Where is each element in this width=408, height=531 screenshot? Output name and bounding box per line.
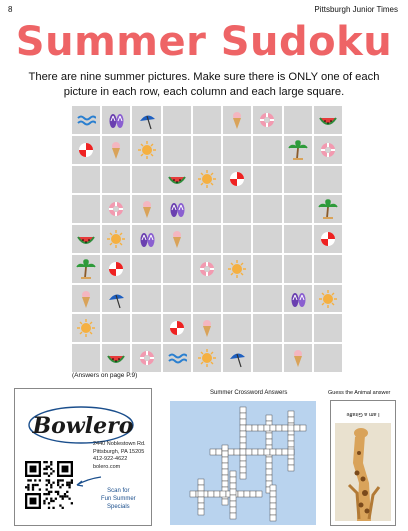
icecream-icon <box>106 140 126 160</box>
sudoku-cell[interactable] <box>193 225 221 253</box>
icecream-icon <box>76 289 96 309</box>
sun-icon <box>197 169 217 189</box>
sudoku-cell[interactable] <box>223 166 251 194</box>
sudoku-cell[interactable] <box>193 255 221 283</box>
ring-icon <box>106 199 126 219</box>
sudoku-cell[interactable] <box>193 285 221 313</box>
page-title: Summer Sudoku <box>15 19 393 65</box>
sudoku-cell[interactable] <box>284 225 312 253</box>
sudoku-cell[interactable] <box>102 344 130 372</box>
answers-note: (Answers on page P.9) <box>72 372 138 379</box>
sudoku-cell[interactable] <box>163 255 191 283</box>
sudoku-cell[interactable] <box>102 314 130 342</box>
palm-icon <box>288 140 308 160</box>
sudoku-cell[interactable] <box>163 195 191 223</box>
watermelon-icon <box>76 229 96 249</box>
sudoku-cell[interactable] <box>102 285 130 313</box>
icecream-icon <box>288 348 308 368</box>
ring-icon <box>197 259 217 279</box>
sudoku-cell[interactable] <box>132 314 160 342</box>
qr-code-icon[interactable] <box>25 461 73 509</box>
sudoku-cell[interactable] <box>102 255 130 283</box>
sun-icon <box>76 318 96 338</box>
sudoku-cell[interactable] <box>132 255 160 283</box>
sudoku-cell[interactable] <box>132 106 160 134</box>
ring-icon <box>137 348 157 368</box>
sudoku-cell[interactable] <box>314 166 342 194</box>
umbrella-icon <box>227 348 247 368</box>
instructions-text: There are nine summer pictures. Make sure there is ONLY one of each picture in each row, each column and each large square. <box>28 71 380 98</box>
cta-line-2: Fun Summer <box>101 496 136 502</box>
sudoku-cell[interactable] <box>72 166 100 194</box>
icecream-icon <box>227 110 247 130</box>
flipflops-icon <box>288 289 308 309</box>
sudoku-cell[interactable] <box>314 106 342 134</box>
sudoku-cell[interactable] <box>72 285 100 313</box>
sudoku-cell[interactable] <box>284 314 312 342</box>
sudoku-cell[interactable] <box>314 195 342 223</box>
sudoku-cell[interactable] <box>72 314 100 342</box>
sudoku-cell[interactable] <box>253 255 281 283</box>
crossword-grid-image <box>170 401 316 525</box>
sun-icon <box>227 259 247 279</box>
scan-cta <box>101 487 136 511</box>
sun-icon <box>106 229 126 249</box>
crossword-title: Summer Crossword Answers <box>210 390 288 396</box>
sudoku-cell[interactable] <box>193 314 221 342</box>
sudoku-cell[interactable] <box>253 195 281 223</box>
sudoku-cell[interactable] <box>163 106 191 134</box>
bowlero-address <box>93 441 146 471</box>
sudoku-cell[interactable] <box>284 195 312 223</box>
sudoku-cell[interactable] <box>163 344 191 372</box>
page-number: 8 <box>8 5 13 14</box>
sudoku-cell[interactable] <box>314 225 342 253</box>
palm-icon <box>76 259 96 279</box>
ring-icon <box>257 110 277 130</box>
sudoku-cell[interactable] <box>223 225 251 253</box>
sudoku-grid <box>72 106 342 372</box>
waves-icon <box>76 110 96 130</box>
sudoku-cell[interactable] <box>223 344 251 372</box>
sudoku-cell[interactable] <box>223 255 251 283</box>
sudoku-cell[interactable] <box>314 255 342 283</box>
giraffe-image <box>335 423 391 521</box>
sudoku-cell[interactable] <box>163 285 191 313</box>
umbrella-icon <box>106 289 126 309</box>
sudoku-cell[interactable] <box>223 314 251 342</box>
umbrella-icon <box>137 110 157 130</box>
animal-answer <box>330 400 396 526</box>
sudoku-cell[interactable] <box>132 225 160 253</box>
website[interactable]: bolero.com <box>93 463 121 470</box>
sudoku-cell[interactable] <box>72 136 100 164</box>
sudoku-cell[interactable] <box>72 195 100 223</box>
ball-icon <box>167 318 187 338</box>
ball-icon <box>76 140 96 160</box>
sudoku-cell[interactable] <box>163 166 191 194</box>
sudoku-cell[interactable] <box>284 136 312 164</box>
sudoku-cell[interactable] <box>193 106 221 134</box>
address-line-1: 2440 Noblestown Rd. <box>93 441 146 447</box>
sudoku-cell[interactable] <box>284 106 312 134</box>
sudoku-cell[interactable] <box>132 344 160 372</box>
watermelon-icon <box>318 110 338 130</box>
animal-title: Guess the Animal answer <box>328 390 391 396</box>
ring-icon <box>318 140 338 160</box>
flipflops-icon <box>167 199 187 219</box>
ball-icon <box>106 259 126 279</box>
sudoku-cell[interactable] <box>223 195 251 223</box>
sudoku-cell[interactable] <box>163 314 191 342</box>
sudoku-cell[interactable] <box>253 136 281 164</box>
sudoku-cell[interactable] <box>163 136 191 164</box>
sudoku-cell[interactable] <box>132 285 160 313</box>
ball-icon <box>227 169 247 189</box>
sudoku-cell[interactable] <box>72 106 100 134</box>
icecream-icon <box>167 229 187 249</box>
animal-caption: I am a Giraffe <box>346 411 380 417</box>
sudoku-cell[interactable] <box>223 285 251 313</box>
waves-icon <box>167 348 187 368</box>
sudoku-cell[interactable] <box>132 166 160 194</box>
sudoku-cell[interactable] <box>253 225 281 253</box>
cta-line-3: Specials <box>107 504 130 510</box>
sudoku-cell[interactable] <box>284 285 312 313</box>
sudoku-cell[interactable] <box>72 344 100 372</box>
sudoku-cell[interactable] <box>193 166 221 194</box>
sudoku-cell[interactable] <box>102 106 130 134</box>
sudoku-cell[interactable] <box>102 136 130 164</box>
icecream-icon <box>137 199 157 219</box>
sudoku-cell[interactable] <box>314 285 342 313</box>
sun-icon <box>197 348 217 368</box>
sudoku-cell[interactable] <box>193 344 221 372</box>
sudoku-cell[interactable] <box>72 225 100 253</box>
flipflops-icon <box>137 229 157 249</box>
sudoku-cell[interactable] <box>314 136 342 164</box>
arrow-icon <box>73 475 103 489</box>
sun-icon <box>137 140 157 160</box>
sudoku-cell[interactable] <box>253 285 281 313</box>
sudoku-cell[interactable] <box>132 195 160 223</box>
sudoku-cell[interactable] <box>132 136 160 164</box>
cta-line-1: Scan for <box>107 488 130 494</box>
icecream-icon <box>197 318 217 338</box>
palm-icon <box>318 199 338 219</box>
crossword-answers <box>170 401 316 525</box>
address-line-2: Pittsburgh, PA 15205 <box>93 448 145 455</box>
watermelon-icon <box>167 169 187 189</box>
sudoku-cell[interactable] <box>284 344 312 372</box>
sun-icon <box>318 289 338 309</box>
sudoku-cell[interactable] <box>253 166 281 194</box>
bowlero-brand-text: Bowlero <box>32 413 134 439</box>
sudoku-cell[interactable] <box>193 195 221 223</box>
sudoku-cell[interactable] <box>223 106 251 134</box>
sudoku-cell[interactable] <box>253 106 281 134</box>
sudoku-cell[interactable] <box>193 136 221 164</box>
flipflops-icon <box>106 110 126 130</box>
sudoku-cell[interactable] <box>253 344 281 372</box>
watermelon-icon <box>106 348 126 368</box>
sudoku-cell[interactable] <box>72 255 100 283</box>
sudoku-cell[interactable] <box>163 225 191 253</box>
phone-number: 412-922-4622 <box>93 456 128 462</box>
sudoku-cell[interactable] <box>314 314 342 342</box>
publication-name: Pittsburgh Junior Times <box>314 5 398 14</box>
sudoku-cell[interactable] <box>223 136 251 164</box>
sudoku-cell[interactable] <box>253 314 281 342</box>
sudoku-cell[interactable] <box>102 195 130 223</box>
sudoku-cell[interactable] <box>284 255 312 283</box>
sudoku-cell[interactable] <box>314 344 342 372</box>
ball-icon <box>318 229 338 249</box>
bowlero-ad[interactable] <box>14 388 152 526</box>
sudoku-cell[interactable] <box>284 166 312 194</box>
sudoku-cell[interactable] <box>102 225 130 253</box>
sudoku-cell[interactable] <box>102 166 130 194</box>
